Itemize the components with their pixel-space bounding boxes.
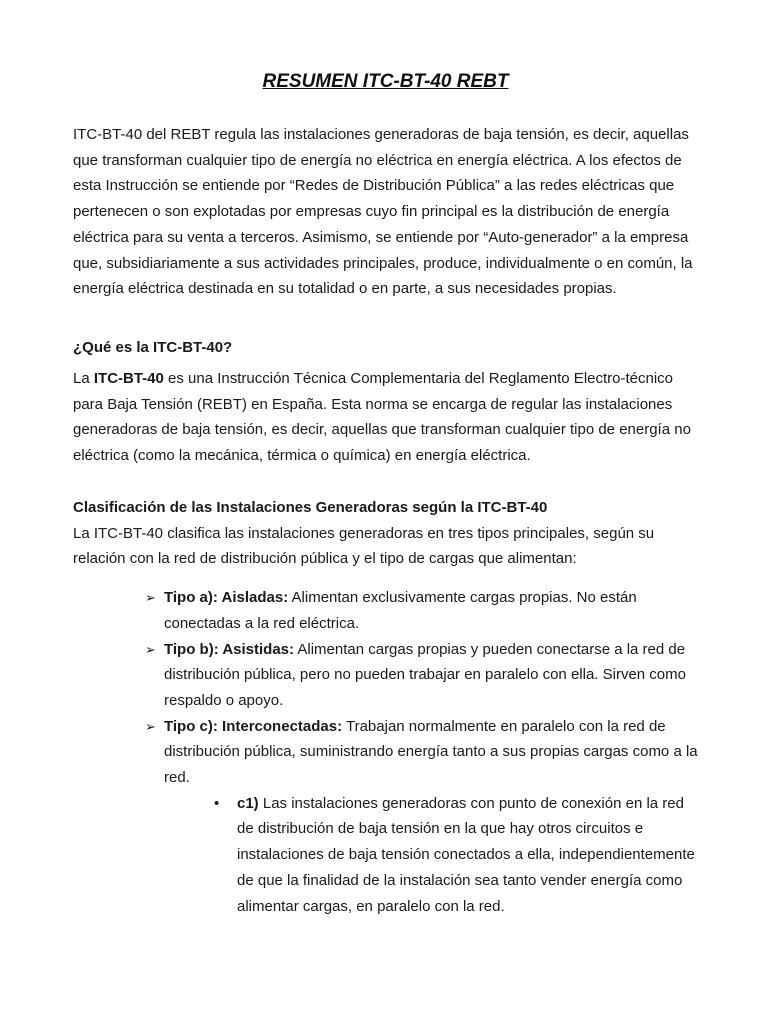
sub-list-item (214, 791, 698, 920)
list-item-label: Tipo a): Aisladas: (164, 589, 289, 607)
section-heading-clasificacion: Clasificación de las Instalaciones Generadoras según la ITC-BT-40 (73, 498, 548, 516)
section-heading-que-es: ¿Qué es la ITC-BT-40? (73, 338, 233, 356)
list-item-label: Tipo c): Interconectadas: (164, 717, 343, 735)
arrow-bullet-icon: ➢ (145, 718, 156, 734)
sub-list-item-text: Las instalaciones generadoras con punto de conexión en la red de distribución de baja tensión en la que hay otros circuitos e instalaciones de baja tensión conectados a ella, independientemente de que la finalidad de la instalación sea tanto vender energía como alimentar cargas, en paralelo con la red. (237, 794, 695, 915)
paragraph-bold-term: ITC-BT-40 (93, 369, 164, 387)
classification-list (73, 585, 698, 791)
list-item-text: Alimentan exclusivamente cargas propias. No están conectadas a la red eléctrica. (164, 589, 637, 632)
list-item-label: Tipo b): Asistidas: (164, 640, 295, 658)
paragraph-prefix: La (73, 369, 94, 387)
list-item (145, 585, 698, 636)
sub-classification-list (73, 791, 698, 920)
section-paragraph-clasificacion: La ITC-BT-40 clasifica las instalaciones generadoras en tres tipos principales, según su relación con la red de distribución pública y el tipo de cargas que alimentan: (73, 524, 655, 568)
arrow-bullet-icon: ➢ (145, 641, 156, 657)
arrow-bullet-icon: ➢ (145, 590, 156, 606)
paragraph-text: es una Instrucción Técnica Complementaria del Reglamento Electro-técnico para Baja Tensión (REBT) en España. Esta norma se encarga de regular las instalaciones generadoras de baja tensión, es decir, aquellas que transforman cualquier tipo de energía no eléctrica (como la mecánica, térmica o química) en energía eléctrica. (73, 369, 691, 465)
bullet-dot-icon: • (214, 794, 220, 812)
intro-paragraph: ITC-BT-40 del REBT regula las instalaciones generadoras de baja tensión, es decir, aquellas que transforman cualquier tipo de energía no eléctrica en energía eléctrica. A los efectos de esta Instrucción se entiende por “Redes de Distribución Pública” a las redes eléctricas que pertenecen o son explotadas por empresas cuyo fin principal es la distribución de energía eléctrica para su venta a terceros. Asimismo, se entiende por “Auto-generador” a la empresa que, subsidiariamente a sus actividades principales, produce, individualmente o en común, la energía eléctrica destinada en su totalidad o en parte, a sus necesidades propias. (73, 126, 693, 298)
sub-list-item-label: c1) (237, 794, 259, 812)
list-item (145, 637, 698, 714)
list-item-text: Alimentan cargas propias y pueden conectarse a la red de distribución pública, pero no pueden trabajar en paralelo con ella. Sirven como respaldo o apoyo. (164, 640, 686, 709)
list-item (145, 714, 698, 791)
document-title: RESUMEN ITC-BT-40 REBT (262, 71, 509, 92)
section-paragraph-que-es (73, 366, 698, 469)
list-item-text: Trabajan normalmente en paralelo con la red de distribución pública, suministrando energía tanto a sus propias cargas como a la red. (164, 717, 698, 787)
